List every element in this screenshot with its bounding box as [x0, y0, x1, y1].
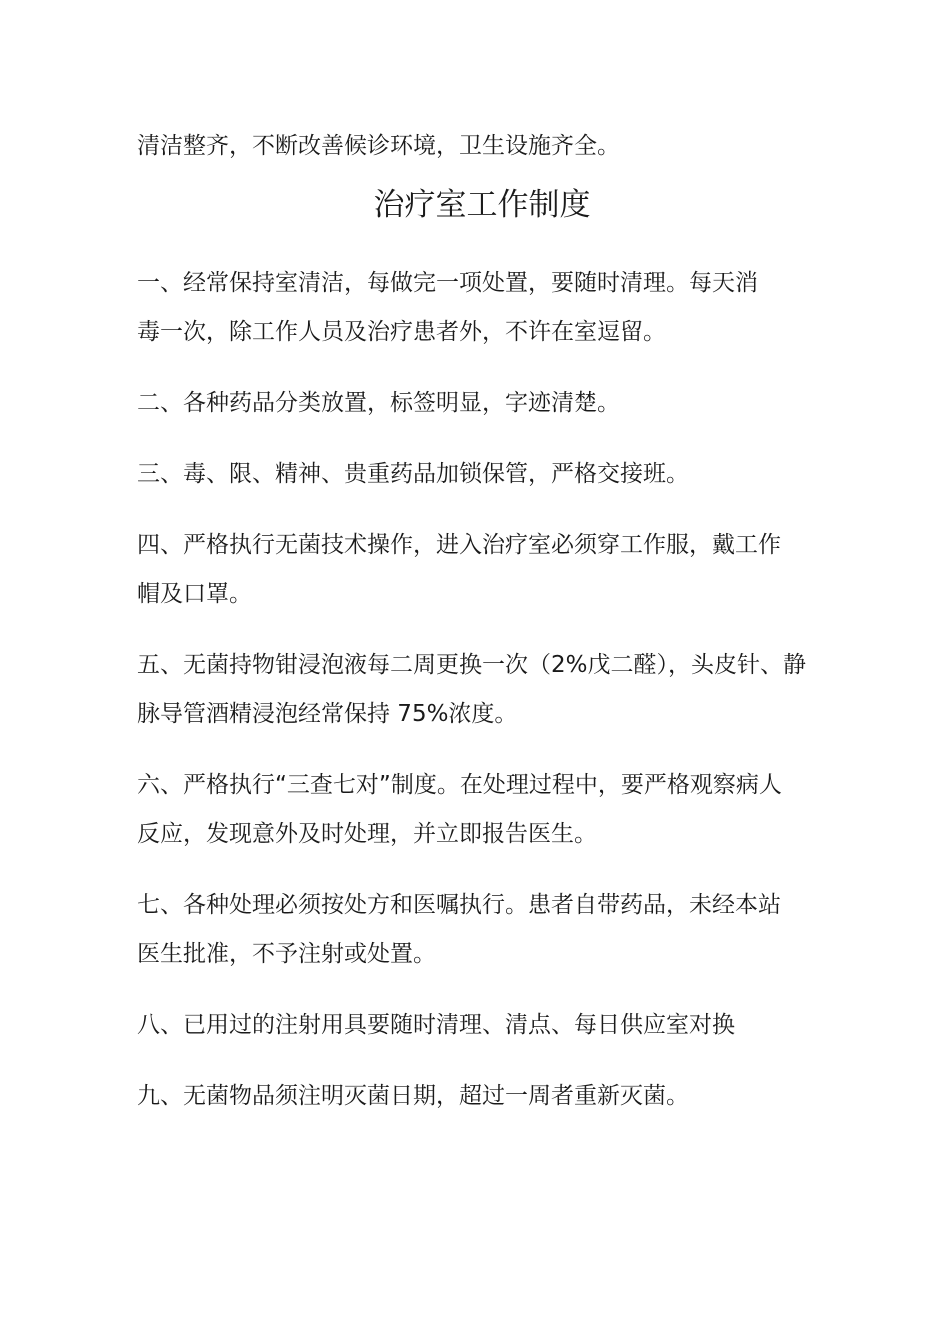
page-title: 治疗室工作制度 [373, 187, 591, 223]
rule-5: 五、无菌持物钳浸泡液每二周更换一次（2%戊二醛），头皮针、静脉导管酒精浸泡经常保持 75%浓度。 [137, 652, 806, 727]
rule-6: 六、严格执行“三查七对”制度。在处理过程中，要严格观察病人反应，发现意外及时处理，并立即报告医生。 [137, 772, 782, 847]
rule-7: 七、各种处理必须按处方和医嘱执行。患者自带药品，未经本站医生批准，不予注射或处置。 [137, 892, 781, 967]
rule-1: 一、经常保持室清洁，每做完一项处置，要随时清理。每天消毒一次，除工作人员及治疗患者外，不许在室逗留。 [137, 270, 758, 345]
rule-9: 九、无菌物品须注明灭菌日期，超过一周者重新灭菌。 [137, 1083, 689, 1109]
rule-3: 三、毒、限、精神、贵重药品加锁保管，严格交接班。 [137, 461, 689, 487]
rule-4: 四、严格执行无菌技术操作，进入治疗室必须穿工作服，戴工作帽及口罩。 [137, 532, 781, 607]
rule-2: 二、各种药品分类放置，标签明显，字迹清楚。 [137, 390, 620, 416]
document-page [137, 122, 827, 1143]
rule-8: 八、已用过的注射用具要随时清理、清点、每日供应室对换 [137, 1012, 735, 1038]
intro-paragraph: 清洁整齐，不断改善候诊环境，卫生设施齐全。 [137, 133, 620, 159]
